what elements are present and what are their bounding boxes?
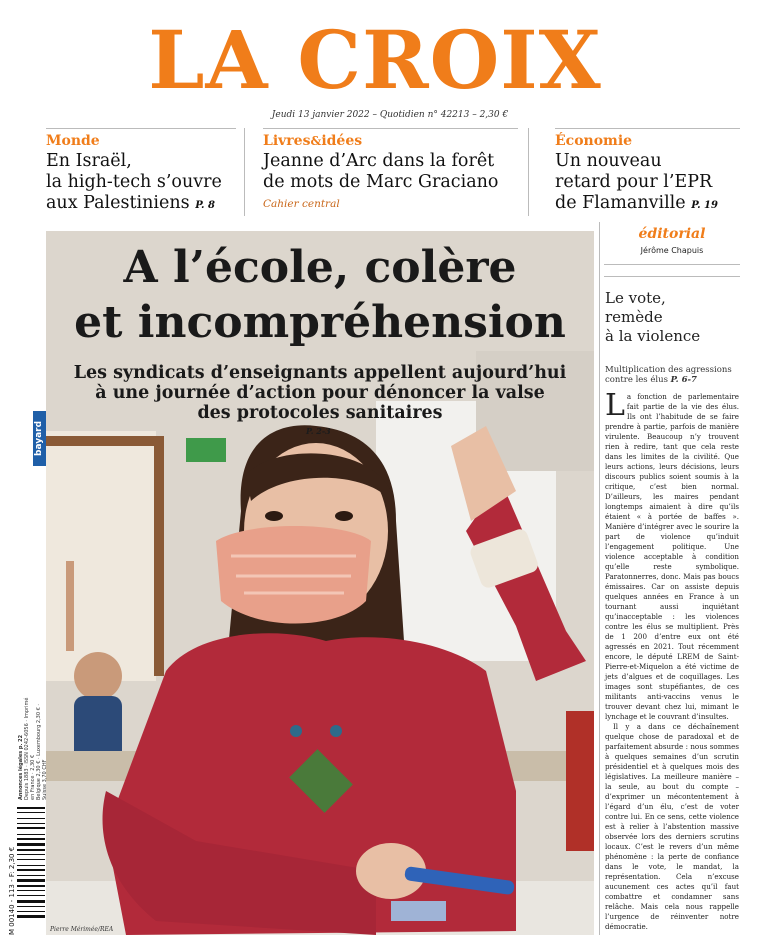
drop-cap: L: [605, 388, 625, 423]
headline-line: de mots de Marc Graciano: [263, 172, 499, 192]
teaser-rule: [46, 128, 236, 129]
main-headline[interactable]: [46, 240, 594, 350]
headline-line: la high-tech s’ouvre: [46, 172, 222, 192]
headline-line: aux Palestiniens: [46, 193, 190, 213]
column-divider: [599, 222, 600, 935]
teaser-headline[interactable]: [263, 151, 498, 193]
main-subtitle: [46, 363, 594, 423]
barcode: [17, 805, 45, 935]
dateline: Jeudi 13 janvier 2022 – Quotidien n° 42213 – 2,30 €: [271, 110, 509, 120]
teaser-livres-idees[interactable]: [263, 128, 518, 216]
legal-line: Annonces légales p. 22: [18, 734, 24, 800]
subtitle-line: Les syndicats d’enseignants appellent aujourd’hui: [73, 363, 567, 383]
divider: [604, 276, 740, 277]
editorial-label: éditorial: [638, 226, 706, 242]
column-divider: [244, 128, 245, 216]
main-headline-line: et incompréhension: [74, 297, 566, 348]
page-reference: P. 8: [195, 200, 215, 211]
masthead-logo: LA CROIX: [148, 13, 602, 107]
editorial-title-line: à la violence: [605, 327, 701, 345]
legal-info: [18, 690, 46, 800]
teaser-note: Cahier central: [263, 198, 340, 210]
subtitle-line: des protocoles sanitaires: [197, 403, 443, 423]
subtitle-line: à une journée d’action pour dénoncer la valse: [95, 383, 545, 403]
editorial-title-line: Le vote,: [605, 289, 666, 307]
editorial-paragraph: Il y a dans ce déchaînement quelque chose de paradoxal et de parfaitement absurde : nous sommes à quelques semaines d’un scrutin présidentiel et à quelques mois des législatives. La meilleure manière – la seule, au bout du compte – d’exprimer un mécontentement à l’égard d’un élu, c’est de voter contre lui. En ce sens, cette violence est à relier à l’abstention massive observée lors des derniers scrutins locaux. C’est le revers d’un même phénomène : la perte de confiance dans le vote, le mandat, la représentation. Cela n’excuse aucunement ces actes qu’il faut combattre et condamner sans relâche. Mais cela nous rappelle l’urgence de réinventer notre démocratie.: [605, 722, 739, 931]
page-reference: P. 2-3: [306, 426, 331, 436]
page-reference: P. 19: [691, 200, 718, 211]
bayard-logo: bayard: [33, 411, 46, 466]
barcode-number: M 00140 - 113 - F: 2,30 €: [8, 846, 16, 935]
divider: [604, 264, 740, 265]
editorial-body: La fonction de parlementaire fait partie de la vie des élus. Ils ont l’habitude de se faire prendre à partie, parfois de manière virulente. Beaucoup n’y trouvent rien à redire, tant que cela reste dans les limites de la civilité. Que leurs actions, leurs décisions, leurs discours publics soient soumis à la critique, c’est bien normal. D’ailleurs, les maires pendant longtemps aimaient à dire qu’ils étaient « à portée de baffes ». Manière d’intégrer avec le sourire la part de violence qu’induit l’engagement politique. Une violence acceptable à condition qu’elle reste symbolique. Paratonnerres, donc. Mais pas boucs émissaires. Car on assiste depuis quelques années en France à un tournant aussi inquiétant qu’inacceptable : les violences contre les élus se multiplient. Près de 1 200 d’entre eux ont été agressés en 2021. Tout récemment encore, le député LREM de Saint-Pierre-et-Miquelon a été victime de jets d’algues et de coquillages. Les images sont stupéfiantes, de ces militants anti-vaccins venus le trouver devant chez lui, mimant le lynchage et le couvrant d’insultes. Il y a dans ce déchaînement quelque chose de paradoxal et de parfaitement absurde : nous sommes à quelques semaines d’un scrutin présidentiel et à quelques mois des législatives. La meilleure manière – la seule, au bout du compte – d’exprimer un mécontentement à l’égard d’un élu, c’est de voter contre lui. En ce sens, cette violence est à relier à l’abstention massive observée lors des derniers scrutins locaux. C’est le revers d’un même phénomène : la perte de confiance dans le vote, le mandat, la représentation. Cela n’excuse aucunement ces actes qu’il faut combattre et condamner sans relâche. Mais cela nous rappelle l’urgence de réinventer notre démocratie.: [605, 388, 739, 931]
teaser-kicker: Livres&idées: [263, 133, 363, 149]
teaser-monde[interactable]: [46, 128, 236, 216]
editorial-title-line: remède: [605, 308, 663, 326]
headline-line: de Flamanville: [555, 193, 686, 213]
teaser-headline[interactable]: [46, 151, 222, 216]
teaser-headline[interactable]: [555, 151, 718, 216]
editorial-author: Jérôme Chapuis: [640, 246, 704, 255]
main-headline-line: A l’école, colère: [123, 242, 517, 293]
column-divider: [528, 128, 529, 216]
headline-line: Jeanne d’Arc dans la forêt: [263, 151, 495, 171]
teaser-rule: [263, 128, 518, 129]
headline-line: En Israël,: [46, 151, 132, 171]
editorial-lead: Multiplication des agressions contre les élus P. 6-7: [605, 365, 732, 385]
legal-line: Belgique 2,30 € · Luxembourg 2,30 € · Suisse 3,70 CHF: [36, 704, 48, 800]
headline-line: Un nouveau: [555, 151, 662, 171]
teaser-kicker: Monde: [46, 133, 100, 149]
photo-credit: Pierre Mérimée/REA: [50, 926, 114, 933]
headline-line: retard pour l’EPR: [555, 172, 713, 192]
teaser-economie[interactable]: [555, 128, 740, 216]
legal-line: Depuis 1883 · ISSN 0242-6056 · Imprimé en France · 2,30 €: [24, 697, 36, 800]
teaser-kicker: Économie: [555, 133, 633, 149]
editorial-title: [605, 289, 700, 346]
teaser-rule: [555, 128, 740, 129]
